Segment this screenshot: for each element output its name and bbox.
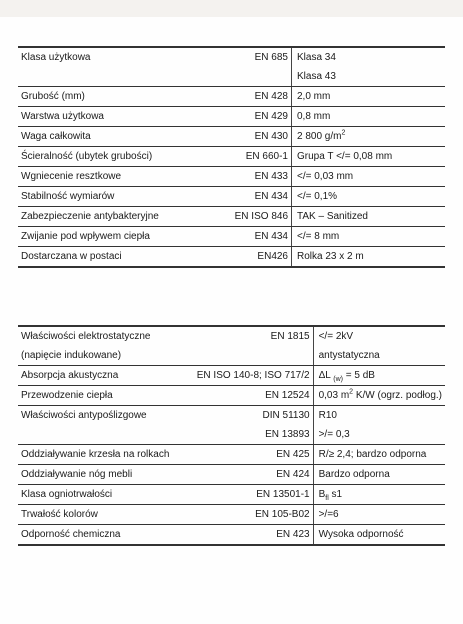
norm-label: EN 424 bbox=[194, 465, 313, 485]
property-label: Trwałość kolorów bbox=[18, 505, 194, 525]
value-text: B bbox=[318, 488, 326, 500]
property-label: Grubość (mm) bbox=[18, 87, 214, 107]
property-value: 2,0 mm bbox=[292, 87, 446, 107]
property-label: Przewodzenie ciepła bbox=[18, 386, 194, 406]
norm-label: EN 434 bbox=[214, 187, 292, 207]
property-value: R10 bbox=[318, 409, 337, 421]
table-row bbox=[18, 67, 445, 87]
property-label: Właściwości antypoślizgowe bbox=[21, 409, 147, 421]
property-label: Dostarczana w postaci bbox=[18, 247, 214, 268]
table-row bbox=[18, 247, 445, 268]
value-text: s1 bbox=[328, 488, 343, 500]
property-value: Klasa 43 bbox=[292, 67, 446, 87]
property-label: Wgniecenie resztkowe bbox=[18, 167, 214, 187]
table-row bbox=[18, 505, 445, 525]
table-row bbox=[18, 386, 445, 406]
property-value: Wysoka odporność bbox=[313, 525, 445, 546]
norm-label: EN 423 bbox=[194, 525, 313, 546]
superscript: 2 bbox=[349, 388, 354, 396]
property-value bbox=[292, 127, 446, 147]
subscript: fl bbox=[325, 494, 329, 502]
property-value: </= 2kV bbox=[313, 326, 445, 346]
norm-label: EN426 bbox=[214, 247, 292, 268]
property-label: (napięcie indukowane) bbox=[18, 346, 194, 366]
table-row bbox=[18, 366, 445, 386]
value-text: 2 800 g/m bbox=[297, 130, 342, 142]
table-row bbox=[18, 465, 445, 485]
table-row bbox=[18, 107, 445, 127]
table-row bbox=[18, 425, 445, 445]
property-value: >/=6 bbox=[313, 505, 445, 525]
value-text: K/W (ogrz. podłog.) bbox=[353, 389, 442, 401]
property-label: Stabilność wymiarów bbox=[18, 187, 214, 207]
property-value: Rolka 23 x 2 m bbox=[292, 247, 446, 268]
property-value: </= 0,1% bbox=[292, 187, 446, 207]
value-text: = 5 dB bbox=[342, 369, 375, 381]
norm-label: EN 13893 bbox=[194, 425, 313, 445]
table-row bbox=[18, 326, 445, 346]
value-text: 0,03 m bbox=[318, 389, 350, 401]
property-value bbox=[313, 485, 445, 505]
property-label: Odporność chemiczna bbox=[18, 525, 194, 546]
norm-label: EN 685 bbox=[214, 47, 292, 67]
property-value: Klasa 34 bbox=[292, 47, 446, 67]
property-label: Właściwości elektrostatyczne bbox=[18, 326, 194, 346]
norm-label: EN 13501-1 bbox=[194, 485, 313, 505]
property-value: 0,8 mm bbox=[292, 107, 446, 127]
property-value: >/= 0,3 bbox=[313, 425, 445, 445]
table-row bbox=[18, 525, 445, 546]
norm-label: EN ISO 140-8; ISO 717/2 bbox=[194, 366, 313, 386]
table-row bbox=[18, 346, 445, 366]
property-value: R/≥ 2,4; bardzo odporna bbox=[313, 445, 445, 465]
property-value bbox=[313, 386, 445, 406]
property-label: Ścieralność (ubytek grubości) bbox=[18, 147, 214, 167]
table-row bbox=[18, 485, 445, 505]
property-label: Klasa ogniotrwałości bbox=[18, 485, 194, 505]
norm-label: EN ISO 846 bbox=[214, 207, 292, 227]
property-label: Oddziaływanie nóg mebli bbox=[18, 465, 194, 485]
norm-label: EN 434 bbox=[214, 227, 292, 247]
property-label: Waga całkowita bbox=[18, 127, 214, 147]
table-row bbox=[18, 47, 445, 67]
table-row bbox=[18, 87, 445, 107]
value-text: ΔL bbox=[318, 369, 331, 381]
norm-label: EN 433 bbox=[214, 167, 292, 187]
property-label: Oddziaływanie krzesła na rolkach bbox=[18, 445, 194, 465]
table-row bbox=[18, 167, 445, 187]
spec-table-1 bbox=[18, 46, 445, 268]
norm-label: EN 105-B02 bbox=[194, 505, 313, 525]
norm-label: EN 12524 bbox=[194, 386, 313, 406]
property-value bbox=[313, 366, 445, 386]
property-label: Klasa użytkowa bbox=[18, 47, 214, 67]
property-value: Bardzo odporna bbox=[313, 465, 445, 485]
spec-table-2 bbox=[18, 325, 445, 546]
property-label: Zabezpieczenie antybakteryjne bbox=[18, 207, 214, 227]
norm-label: EN 660-1 bbox=[214, 147, 292, 167]
table-row bbox=[18, 187, 445, 207]
property-value: antystatyczna bbox=[313, 346, 445, 366]
property-value: Grupa T </= 0,08 mm bbox=[292, 147, 446, 167]
property-value: </= 8 mm bbox=[292, 227, 446, 247]
table-row bbox=[18, 227, 445, 247]
property-label: Warstwa użytkowa bbox=[18, 107, 214, 127]
top-bar bbox=[0, 0, 463, 17]
table-row bbox=[18, 207, 445, 227]
table-row bbox=[18, 445, 445, 465]
norm-label: DIN 51130 bbox=[194, 406, 313, 426]
norm-label: EN 425 bbox=[194, 445, 313, 465]
superscript: 2 bbox=[341, 129, 346, 137]
norm-label: EN 428 bbox=[214, 87, 292, 107]
subscript: (w) bbox=[333, 375, 343, 383]
property-label: Absorpcja akustyczna bbox=[18, 366, 194, 386]
property-value: TAK – Sanitized bbox=[292, 207, 446, 227]
table-row bbox=[18, 127, 445, 147]
table-row bbox=[18, 406, 445, 426]
property-label: Zwijanie pod wpływem ciepła bbox=[18, 227, 214, 247]
norm-label: EN 430 bbox=[214, 127, 292, 147]
table-row bbox=[18, 147, 445, 167]
property-value: </= 0,03 mm bbox=[292, 167, 446, 187]
norm-label: EN 1815 bbox=[194, 326, 313, 346]
norm-label: EN 429 bbox=[214, 107, 292, 127]
